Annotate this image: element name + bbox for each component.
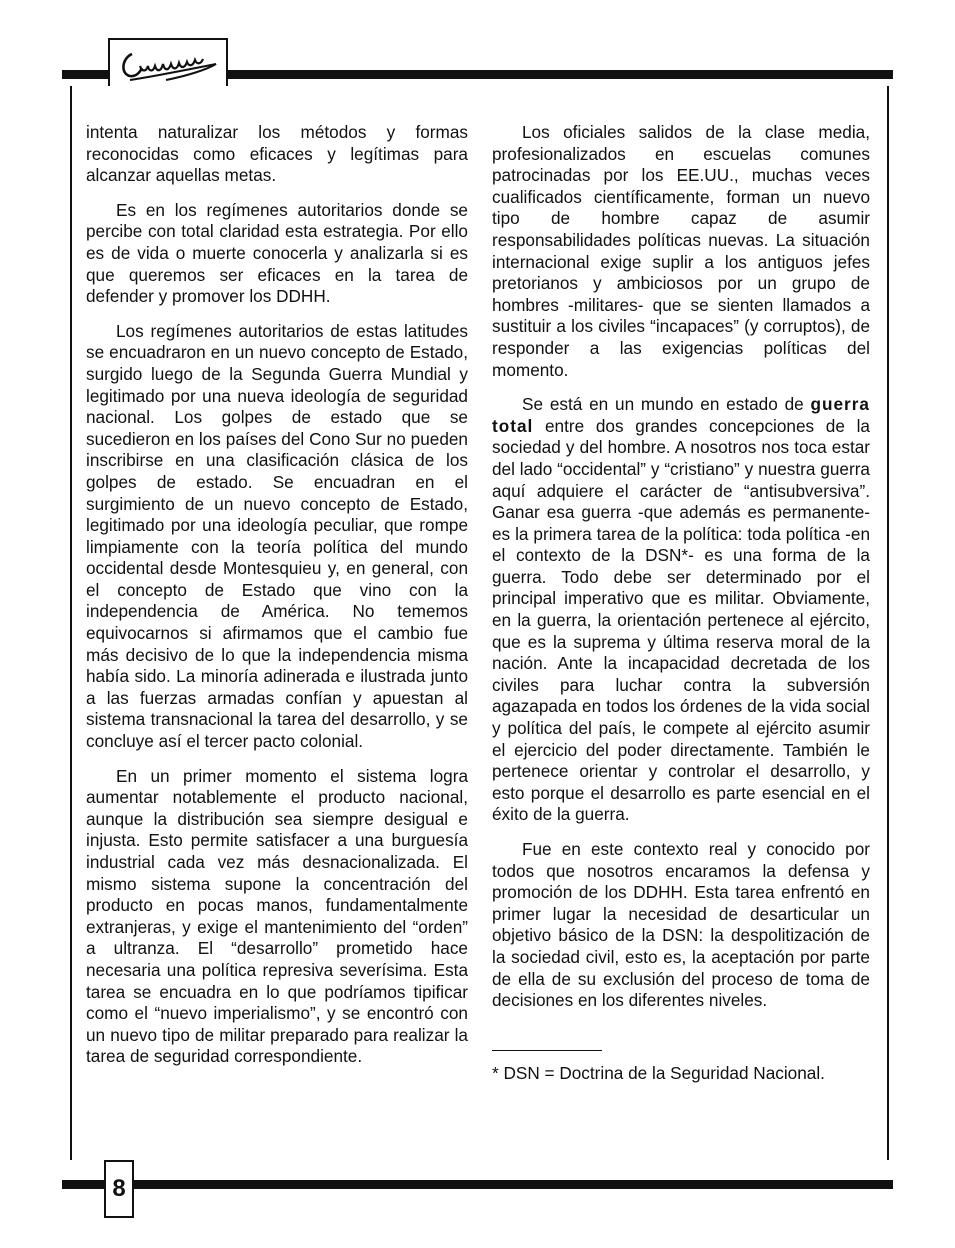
- paragraph: Fue en este contexto real y conocido por todos que nosotros encaramos la defensa y promoción de los DDHH. Esta tarea enfrentó en primer lugar la necesidad de desarticular un objetivo básico de la DSN: la despolitización de la sociedad civil, esto es, la aceptación por parte de ella de su exclusión del proceso de toma de decisiones en los diferentes niveles.: [492, 839, 870, 1011]
- paragraph: intenta naturalizar los métodos y formas reconocidas como eficaces y legítimas para alcanzar aquellas metas.: [86, 122, 468, 186]
- paragraph-text: entre dos grandes concepciones de la sociedad y del hombre. A nosotros nos toca estar del lado “occidental” y “cristiano” y nuestra guerra aquí adquiere el carácter de “antisubversiva”. Ganar esa guerra -que además es permanente- es la primera tarea de la política: toda política -en el contexto de la DSN*- es una forma de la guerra. Todo debe ser determinado por el principal imperativo que es militar. Obviamente, en la guerra, la orientación pertenece al ejército, que es la suprema y última reserva moral de la nación. Ante la incapacidad decretada de los civiles para luchar contra la subversión agazapada en todos los órdenes de la vida social y política del país, le compete al ejército asumir el ejercicio del poder directamente. También le pertenece orientar y controlar el desarrollo, y esto porque el desarrollo es parte esencial en el éxito de la guerra.: [492, 415, 870, 825]
- cuadernos-logo-icon: [116, 44, 224, 84]
- paragraph: [492, 394, 870, 826]
- paragraph: Los regímenes autoritarios de estas latitudes se encuadraron en un nuevo concepto de Estado, surgido luego de la Segunda Guerra Mundial y legitimado por una nueva ideología de seguridad nacional. Los golpes de estado que se sucedieron en los países del Cono Sur no pueden inscribirse en una clasificación clásica de los golpes de estado. Se encuadran en el surgimiento de un nuevo concepto de Estado, legitimado por una ideología peculiar, que rompe limpiamente con la teoría política del mundo occidental desde Montesquieu y, en general, con el concepto de Estado que vino con la independencia de América. No tememos equivocarnos si afirmamos que el cambio fue más decisivo de lo que la independencia misma había sido. La minoría adinerada e ilustrada junto a las fuerzas armadas confían y apuestan al sistema transnacional la tarea del desarrollo, y se concluye así el tercer pacto colonial.: [86, 320, 468, 752]
- page-number-box: [104, 1160, 134, 1218]
- paragraph: Es en los regímenes autoritarios donde se percibe con total claridad esta estrategia. Por ello es de vida o muerte conocerla y analizarla si es que queremos ser eficaces en la tarea de defender y promover los DDHH.: [86, 199, 468, 307]
- footnote: * DSN = Doctrina de la Seguridad Nacional.: [492, 1062, 825, 1083]
- page-number: 8: [112, 1175, 126, 1202]
- emphasis-text: guerra total: [492, 394, 870, 436]
- right-column: [492, 122, 870, 1097]
- paragraph: En un primer momento el sistema logra aumentar notablemente el producto nacional, aunque la distribución sea siempre desigual e injusta. Esto permite satisfacer a una burguesía industrial cada vez más desnacionalizada. El mismo sistema supone la concentración del producto en pocas manos, fundamentalmente extranjeras, y exige el mantenimiento del “orden” a ultranza. El “desarrollo” prometido hace necesaria una política represiva severísima. Esta tarea se encuadra en lo que podríamos tipificar como el “nuevo imperialismo”, y se encontró con un nuevo tipo de militar preparado para realizar la tarea de seguridad correspondiente.: [86, 765, 468, 1067]
- masthead-logo: [108, 38, 228, 86]
- footnote-divider: [492, 1050, 602, 1051]
- paragraph-text: Se está en un mundo en estado de: [522, 394, 811, 415]
- paragraph: Los oficiales salidos de la clase media, profesionalizados en escuelas comunes patrocinadas por los EE.UU., muchas veces cualificados científicamente, forman un nuevo tipo de hombre capaz de asumir responsabilidades políticas nuevas. La situación internacional exige suplir a los antiguos jefes pretorianos y ambiciosos por un grupo de hombres -militares- que se sienten llamados a sustituir a los civiles “incapaces” (y corruptos), de responder a las exigencias políticas del momento.: [492, 122, 870, 380]
- footer-rule: [62, 1180, 893, 1189]
- left-column: [86, 122, 468, 1081]
